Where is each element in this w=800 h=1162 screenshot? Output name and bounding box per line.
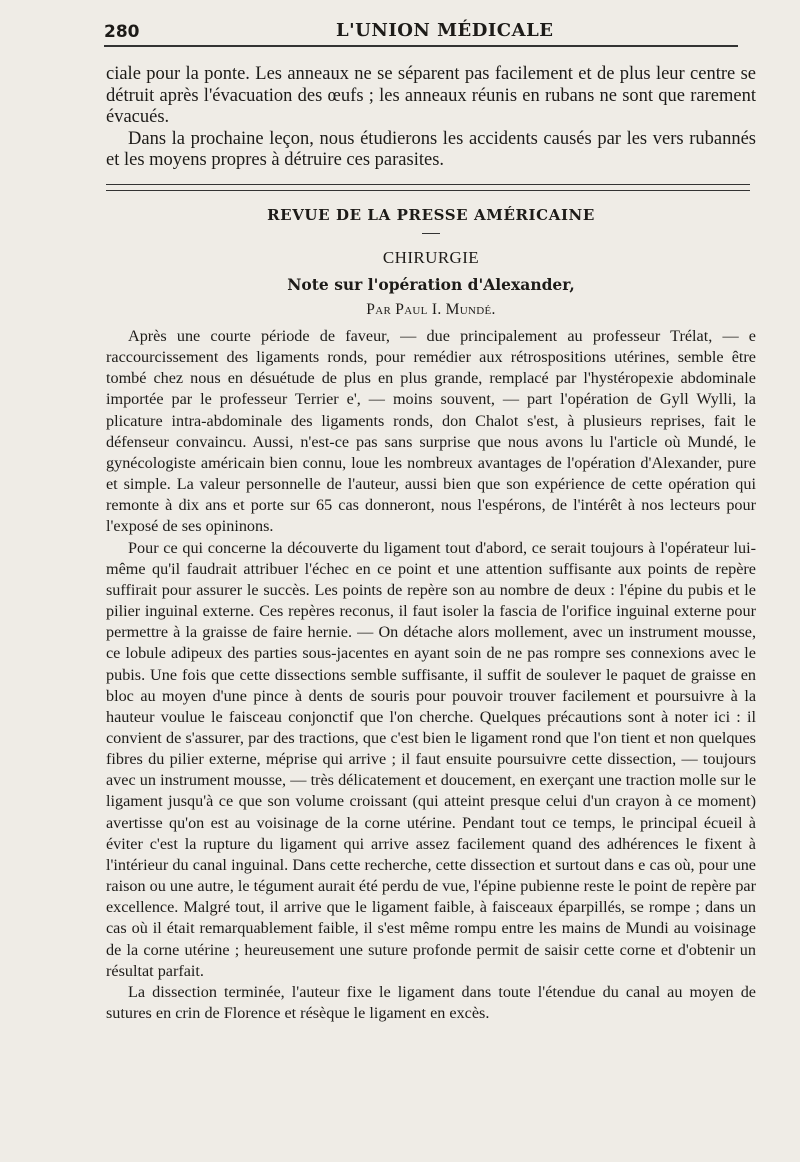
running-head (104, 18, 756, 46)
article-body (106, 326, 756, 1024)
title-dash (422, 233, 440, 234)
article-paragraph-3: La dissection terminée, l'auteur fixe le ligament dans toute l'étendue du canal au moyen de sutures en crin de Florence et résèque le ligament en excès. (106, 982, 756, 1022)
article-byline: Par Paul I. Mundé. (366, 301, 496, 318)
section-title: REVUE DE LA PRESSE AMÉRICAINE (267, 206, 595, 224)
article-title: Note sur l'opération d'Alexander, (287, 275, 575, 294)
header-rule (104, 45, 738, 47)
journal-title: L'UNION MÉDICALE (336, 20, 554, 41)
continued-paragraph-1: ciale pour la ponte. Les anneaux ne se séparent pas facilement et de plus leur centre se détruit après l'évacuation des œufs ; les anneaux réunis en rubans ne sont que rarement évacués. (106, 64, 756, 127)
section-subtitle: CHIRURGIE (382, 248, 480, 267)
article-paragraph-2: Pour ce qui concerne la découverte du ligament tout d'abord, ce serait toujours à l'opérateur lui-même qu'il faudrait attribuer l'échec en ce point et une attention suffisante aux points de repère suffirait pour assurer le succès. Les points de repère son au nombre de deux : l'épine du pubis et le pilier inguinal externe. Ces repères reconus, il faut isoler la fascia de l'orifice inguinal externe pour permettre à la graisse de faire hernie. — On détache alors mollement, avec un instrument mousse, ce lobule adipeux des parties sous-jacentes en ayant soin de ne pas rompre ses connexions avec le pubis. Une fois que cette dissections semble suffisante, il suffit de soulever le paquet de graisse en bloc au moyen d'une pince à dents de souris pour pouvoir trouver facilement et poursuivre à la hauteur voulue le faisceau conjonctif que l'on cherche. Quelques précautions sont à noter ici : il convient de s'assurer, par des tractions, que c'est bien le ligament rond que l'on tient et non quelques fibres du pilier externe, méprise qui arrive ; il faut ensuite poursuivre cette dissection, — toujours avec un instrument mousse, — très délicatement et doucement, en exerçant une traction molle sur le ligament jusqu'à ce que son volume croissant (qui atteint presque celui d'un crayon à ce moment) avertisse qu'on est au voisinage de la corne utérine. Pendant tout ce temps, le principal écueil à éviter c'est la rupture du ligament qui arrive assez facilement quand des adhérences le fixent à l'intérieur du canal inguinal. Dans cette recherche, cette dissection et surtout dans e cas où, pour une raison ou une autre, le tégument aurait été perdu de vue, l'épine pubienne reste le point de repère par excellence. Malgré tout, il arrive que le ligament faible, à faisceaux éparpillés, se rompe ; dans un cas où il était remarquablement faible, il s'est même rompu entre les mains de Mundi au voisinage de la corne utérine ; heureusement une suture profonde permit de saisir cette corne et d'obtenir un résultat parfait. (106, 538, 756, 980)
section-divider (106, 184, 750, 191)
article-paragraph-1: Après une courte période de faveur, — due principalement au professeur Trélat, — e raccourcissement des ligaments ronds, pour remédier aux rétrospositions utérines, semble être tombé chez nous en désuétude de plus en plus grande, remplacé par l'hystéropexie abdominale importée par le professeur Terrier e', — moins souvent, — part l'opération de Gyll Wylli, la plicature intra-abdominale des ligaments ronds, don Chalot s'est, à plusieurs reprises, fait le défenseur convaincu. Aussi, n'est-ce pas sans surprise que nous avons lu l'article où Mundé, le gynécologiste américain bien connu, loue les nombreux avantages de l'opération d'Alexander, pure et simple. La valeur personnelle de l'auteur, aussi bien que son expérience de cette opération qui remonte à dix ans et porte sur 65 cas donneront, nous l'espérons, de l'intérêt à nos lecteurs pour l'exposé de ses opininons. (106, 327, 756, 536)
page-number: 280 (104, 22, 140, 42)
continued-paragraph-2: Dans la prochaine leçon, nous étudierons les accidents causés par les vers rubannés et les moyens propres à détruire ces parasites. (106, 128, 756, 170)
continued-text (106, 64, 756, 172)
